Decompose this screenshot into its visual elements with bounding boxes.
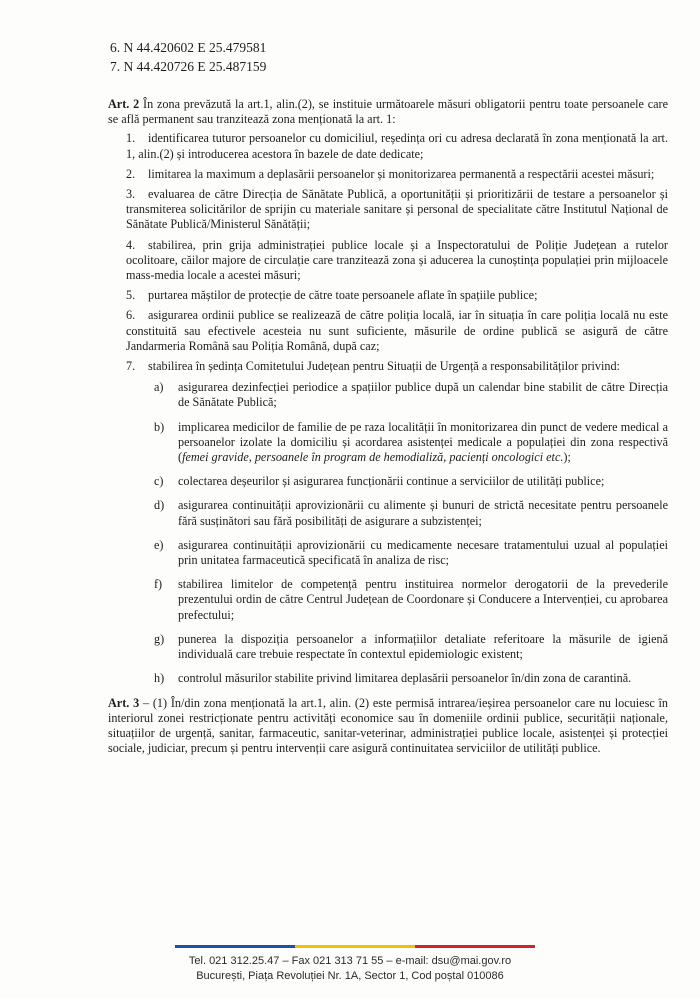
document-body bbox=[108, 97, 668, 760]
measure-number: 2. bbox=[126, 166, 136, 181]
responsibility-item bbox=[154, 420, 668, 466]
responsibility-text: asigurarea continuității aprovizionării cu alimente și bunuri de strictă necesitate pentru persoanele fără susținători sau fără posibilități de asigurare a subzistenței; bbox=[178, 498, 668, 528]
footer bbox=[0, 954, 700, 984]
measure-number: 3. bbox=[126, 187, 136, 202]
measure-number: 7. bbox=[126, 359, 136, 374]
responsibilities-list bbox=[126, 380, 668, 686]
measure-item bbox=[126, 238, 668, 284]
measure-item bbox=[126, 167, 668, 182]
divider-yellow bbox=[295, 945, 415, 948]
article-2-measures-list bbox=[108, 131, 668, 686]
responsibility-letter: g) bbox=[154, 631, 165, 646]
responsibility-item bbox=[154, 380, 668, 410]
article-2-title: Art. 2 bbox=[108, 97, 140, 111]
responsibility-letter: c) bbox=[154, 474, 164, 489]
responsibility-letter: b) bbox=[154, 419, 165, 434]
measure-item bbox=[126, 187, 668, 233]
divider-red bbox=[415, 945, 535, 948]
responsibility-letter: d) bbox=[154, 498, 165, 513]
measure-text: asigurarea ordinii publice se realizează de către poliția locală, iar în situația în care poliția locală nu este constituită sau efectivele acesteia nu sunt suficiente, măsurile de ordine publică se asigură de către Jandarmeria Română sau Poliția Română, după caz; bbox=[126, 308, 668, 353]
article-3-title: Art. 3 bbox=[108, 695, 140, 710]
responsibility-text: controlul măsurilor stabilite privind limitarea deplasării persoanelor în/din zona de carantină. bbox=[178, 671, 632, 686]
measure-text: identificarea tuturor persoanelor cu domiciliul, reședința ori cu adresa declarată în zona menționată la art. 1, alin.(2) și introducerea acestora în bazele de date dedicate; bbox=[126, 131, 668, 161]
measure-text: evaluarea de către Direcția de Sănătate Publică, a oportunității și prioritizării de testare a persoanelor și transmiterea solicitărilor de sprijin cu materiale sanitare și personal de specialitate către Institutul Național de Sănătate Publică/Ministerul Sănătății; bbox=[126, 187, 668, 232]
measure-item bbox=[126, 359, 668, 686]
measure-number: 5. bbox=[126, 288, 136, 303]
measure-number: 1. bbox=[126, 131, 136, 146]
coordinate-6: 6. N 44.420602 E 25.479581 bbox=[110, 40, 267, 55]
responsibility-text: implicarea medicilor de familie de pe raza localității în monitorizarea din punct de vedere medical a persoanelor izolate la domiciliu și acordarea asistenței medicale a populației din zona respectivă ( bbox=[178, 419, 668, 465]
article-2-intro bbox=[108, 97, 668, 127]
responsibility-item bbox=[154, 671, 668, 686]
footer-address: București, Piața Revoluției Nr. 1A, Sector 1, Cod poștal 010086 bbox=[196, 970, 504, 982]
responsibility-italic-text: femei gravide, persoanele în program de hemodializă, pacienți oncologici etc. bbox=[182, 450, 564, 465]
measure-item bbox=[126, 308, 668, 354]
measure-item bbox=[126, 131, 668, 161]
measure-text: stabilirea, prin grija administrației publice locale și a Inspectoratului de Poliție Județean a rutelor ocolitoare, căilor majore de circulație care tranzitează zona și aducerea la cunoștința populației prin mijloacele mass-media locale a acestei măsuri; bbox=[126, 237, 668, 283]
measure-text: stabilirea în ședința Comitetului Județean pentru Situații de Urgență a responsabilităților privind: bbox=[148, 359, 620, 374]
responsibility-item bbox=[154, 498, 668, 528]
tricolor-divider bbox=[175, 945, 535, 948]
measure-number: 6. bbox=[126, 308, 136, 323]
coordinate-7: 7. N 44.420726 E 25.487159 bbox=[110, 59, 267, 74]
responsibility-text: colectarea deșeurilor și asigurarea funcționării continue a serviciilor de utilități publice; bbox=[178, 474, 605, 489]
responsibility-item bbox=[154, 577, 668, 623]
responsibility-letter: f) bbox=[154, 577, 163, 592]
responsibility-letter: e) bbox=[154, 537, 164, 552]
measure-text: purtarea măștilor de protecție de către toate persoanele aflate în spațiile publice; bbox=[148, 288, 538, 303]
responsibility-letter: a) bbox=[154, 380, 164, 395]
measure-number: 4. bbox=[126, 237, 136, 252]
responsibility-text: asigurarea dezinfecției periodice a spațiilor publice după un calendar bine stabilit de către Direcția de Sănătate Publică; bbox=[178, 380, 668, 410]
measure-text: limitarea la maximum a deplasării persoanelor și monitorizarea permanentă a respectării acestei măsuri; bbox=[148, 166, 655, 181]
responsibility-item bbox=[154, 474, 668, 489]
article-3 bbox=[108, 696, 668, 757]
measure-item bbox=[126, 288, 668, 303]
responsibility-item bbox=[154, 632, 668, 662]
responsibility-tail: ); bbox=[563, 450, 571, 465]
coordinates-list bbox=[110, 38, 266, 76]
article-3-text: – (1) În/din zona menționată la art.1, alin. (2) este permisă intrarea/ieșirea persoanelor care nu locuiesc în interiorul zonei restricționate pentru activități economice sau în domeniile ordinii publice, securității naționale, situațiilor de urgență, sanitar, farmaceutic, sanitar-veterinar, administrației publice locale, asistenței și protecției sociale, judiciar, precum și pentru intervenții care asigură continuitatea serviciilor de utilități publice. bbox=[108, 695, 668, 756]
divider-blue bbox=[175, 945, 295, 948]
responsibility-letter: h) bbox=[154, 671, 165, 686]
footer-contact: Tel. 021 312.25.47 – Fax 021 313 71 55 – e-mail: dsu@mai.gov.ro bbox=[188, 955, 512, 967]
responsibility-text: asigurarea continuității aprovizionării cu medicamente necesare tratamentului uzual al populației prin unitatea farmaceutică specificată în analiza de risc; bbox=[178, 537, 668, 568]
responsibility-text: stabilirea limitelor de competență pentru instituirea normelor derogatorii de la prevederile prezentului ordin de către Centrul Județean de Coordonare și Conducere a Intervenției, cu aprobarea prefectului; bbox=[178, 577, 668, 622]
responsibility-item bbox=[154, 538, 668, 568]
article-2-intro-text: În zona prevăzută la art.1, alin.(2), se instituie următoarele măsuri obligatorii pentru toate persoanele care se află permanent sau tranzitează zona menționată la art. 1: bbox=[108, 97, 668, 127]
responsibility-text: punerea la dispoziția persoanelor a informațiilor detaliate referitoare la măsurile de igienă individuală care trebuie respectate în contextul epidemiologic existent; bbox=[178, 631, 668, 662]
